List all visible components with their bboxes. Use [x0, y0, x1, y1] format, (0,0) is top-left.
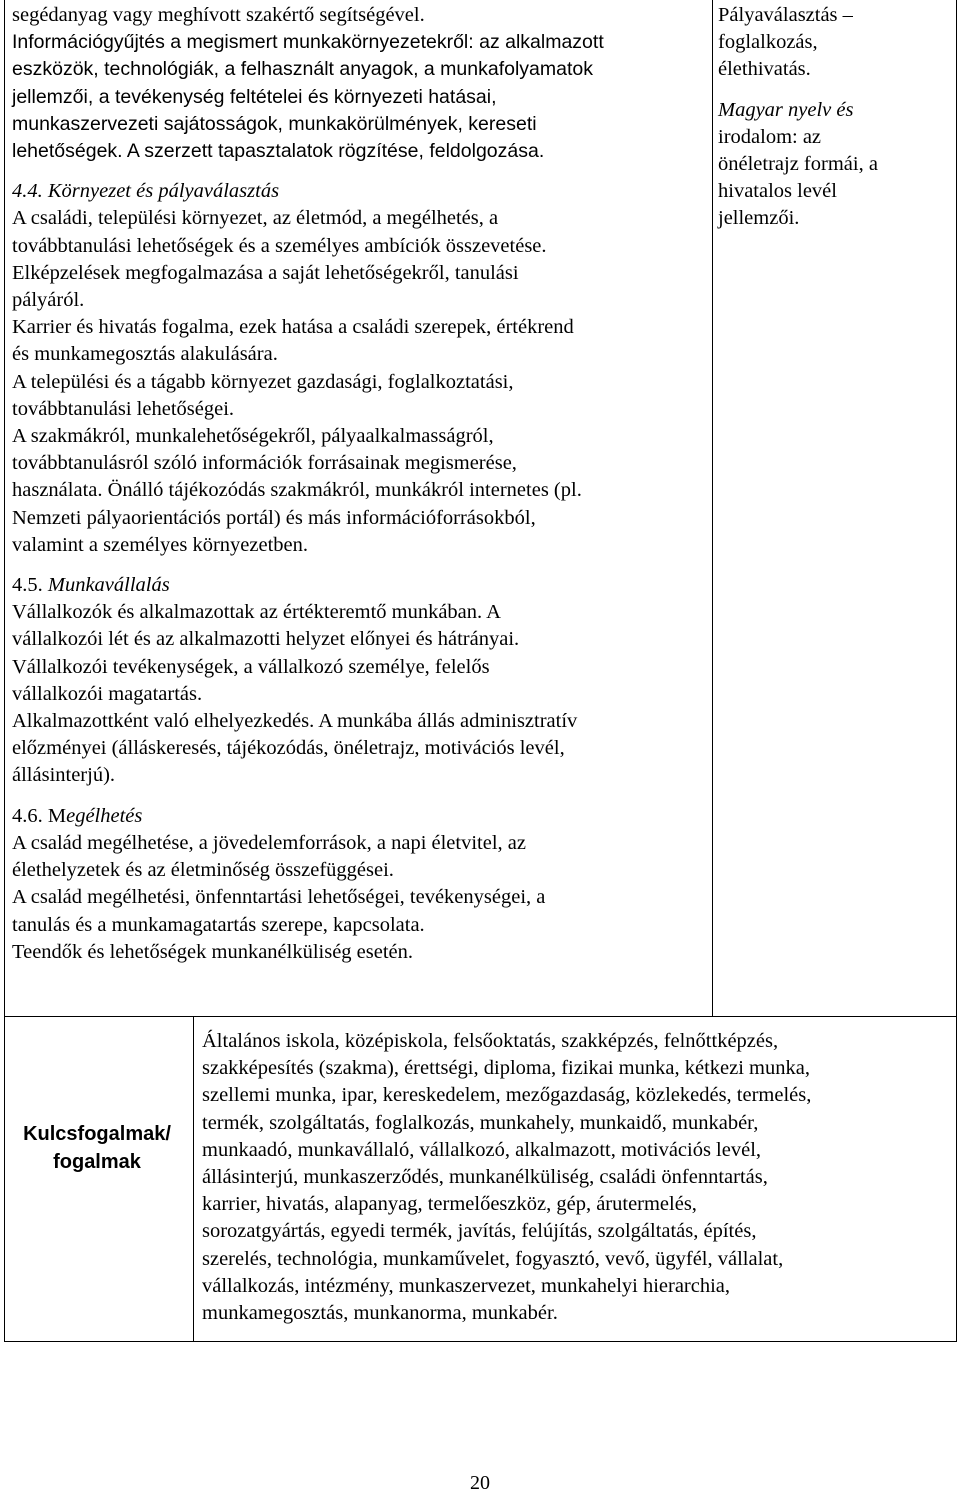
text-line: és munkamegosztás alakulására.	[12, 343, 278, 366]
table-border-bottom	[4, 1341, 957, 1342]
section-4-6	[12, 803, 702, 966]
text-line: vállalkozás, intézmény, munkaszervezet, munkahelyi hierarchia,	[202, 1274, 731, 1297]
text-line: A család megélhetési, önfenntartási lehetőségei, tevékenységei, a	[12, 886, 546, 909]
text-line: pályáról.	[12, 289, 85, 312]
text-line: Vállalkozók és alkalmazottak az értékteremtő munkában. A	[12, 601, 501, 624]
text-line: továbbtanulási lehetőségei.	[12, 397, 235, 420]
text-line: lehetőségek. A szerzett tapasztalatok rögzítése, feldolgozása.	[12, 140, 545, 163]
text-line: önéletrajz formái, a	[718, 153, 878, 176]
table-border-left	[4, 0, 5, 1017]
text-line: tanulás és a munkamagatartás szerepe, kapcsolata.	[12, 913, 425, 936]
label-line: fogalmak	[53, 1151, 141, 1173]
page-number: 20	[470, 1472, 490, 1494]
text-line: A szakmákról, munkalehetőségekről, pályaalkalmasságról,	[12, 425, 494, 448]
text-line: munkamegosztás, munkanorma, munkabér.	[202, 1302, 558, 1325]
text-line: termék, szolgáltatás, foglalkozás, munkahely, munkaidő, munkabér,	[202, 1111, 759, 1134]
text-line: Teendők és lehetőségek munkanélküliség esetén.	[12, 940, 414, 963]
section-heading	[12, 178, 702, 205]
text-line: állásinterjú).	[12, 764, 116, 787]
text-line: Pályaválasztás –	[718, 4, 853, 26]
section-title: egélhetés	[66, 804, 143, 827]
text-line: állásinterjú, munkaszerződés, munkanélküliség, családi önfenntartás,	[202, 1166, 768, 1189]
key-concepts-label	[0, 1120, 194, 1176]
label-line: Kulcsfogalmak/	[23, 1123, 171, 1145]
text-line: A családi, települési környezet, az életmód, a megélhetés, a	[12, 207, 499, 230]
text-line: Általános iskola, középiskola, felsőoktatás, szakképzés, felnőttképzés,	[202, 1030, 779, 1052]
text-line: Információgyűjtés a megismert munkakörnyezetekről: az alkalmazott	[12, 31, 604, 54]
text-line: használata. Önálló tájékozódás szakmákról, munkákról internetes (pl.	[12, 479, 582, 502]
text-line: valamint a személyes környezetben.	[12, 533, 308, 556]
text-line: szakképesítés (szakma), érettségi, diploma, fizikai munka, kétkezi munka,	[202, 1057, 810, 1080]
main-content-cell	[12, 2, 702, 966]
text-line: Vállalkozói tevékenységek, a vállalkozó személye, felelős	[12, 655, 490, 678]
text-line: vállalkozói magatartás.	[12, 682, 203, 705]
text-line: Karrier és hivatás fogalma, ezek hatása a családi szerepek, értékrend	[12, 316, 574, 339]
section-title: Munkavállalás	[47, 574, 170, 597]
text-line: munkaszervezeti sajátosságok, munkakörülmények, kereseti	[12, 112, 537, 135]
text-line: hivatalos levél	[718, 180, 837, 203]
text-line: A települési és a tágabb környezet gazdasági, foglalkoztatási,	[12, 370, 514, 393]
table-border-right	[956, 0, 957, 1342]
side-block-career	[718, 2, 954, 84]
text-line: jellemzői.	[718, 207, 800, 230]
text-line: előzményei (álláskeresés, tájékozódás, önéletrajz, motivációs levél,	[12, 737, 565, 760]
text-line: továbbtanulásról szóló információk forrásainak megismerése,	[12, 452, 517, 475]
text-line: vállalkozói lét és az alkalmazotti helyzet előnyei és hátrányai.	[12, 628, 520, 651]
side-block-hungarian	[718, 97, 954, 233]
text-line: továbbtanulási lehetőségek és a személyes ambíciók összevetése.	[12, 234, 547, 257]
text-line: szellemi munka, ipar, kereskedelem, mezőgazdaság, közlekedés, termelés,	[202, 1084, 812, 1107]
table-border-middle	[712, 0, 713, 1017]
text-line: A család megélhetése, a jövedelemforrások, a napi életvitel, az	[12, 831, 526, 854]
section-4-5	[12, 572, 702, 790]
cross-curricular-cell	[718, 2, 954, 233]
section-title: Környezet és pályaválasztás	[47, 180, 280, 203]
text-line: Nemzeti pályaorientációs portál) és más információforrásokból,	[12, 506, 536, 529]
subject-title: Magyar nyelv és	[718, 98, 854, 121]
text-line: sorozatgyártás, egyedi termék, javítás, felújítás, szolgáltatás, építés,	[202, 1220, 757, 1243]
text-line: segédanyag vagy meghívott szakértő segítségével.	[12, 4, 425, 26]
table-border-left-lower	[4, 1016, 5, 1342]
text-line: Elképzelések megfogalmazása a saját lehetőségekről, tanulási	[12, 261, 519, 284]
section-number: 4.4.	[12, 180, 43, 203]
text-line: élethelyzetek és az életminőség összefüggései.	[12, 859, 394, 882]
intro-paragraph	[12, 2, 702, 165]
text-line: eszközök, technológiák, a felhasznált anyagok, a munkafolyamatok	[12, 58, 594, 81]
section-4-4	[12, 178, 702, 559]
row-divider-content	[4, 1016, 957, 1017]
text-line: munkaadó, munkavállaló, vállalkozó, alkalmazott, motivációs levél,	[202, 1138, 762, 1161]
text-line: jellemzői, a tevékenység feltételei és környezeti hatásai,	[12, 85, 497, 108]
text-line: karrier, hivatás, alapanyag, termelőeszköz, gép, árutermelés,	[202, 1193, 697, 1216]
text-line: szerelés, technológia, munkaművelet, fogyasztó, vevő, ügyfél, vállalat,	[202, 1247, 784, 1270]
text-line: Alkalmazottként való elhelyezkedés. A munkába állás adminisztratív	[12, 710, 578, 733]
section-heading	[12, 803, 702, 830]
text-line: élethivatás.	[718, 58, 811, 81]
section-number: 4.6. M	[12, 804, 67, 827]
text-line: foglalkozás,	[718, 31, 818, 54]
key-concepts-text	[202, 1028, 952, 1327]
section-number: 4.5.	[12, 574, 43, 597]
text-line: irodalom: az	[718, 125, 822, 148]
section-heading	[12, 572, 702, 599]
table-border-kulcs-divider	[193, 1016, 194, 1342]
